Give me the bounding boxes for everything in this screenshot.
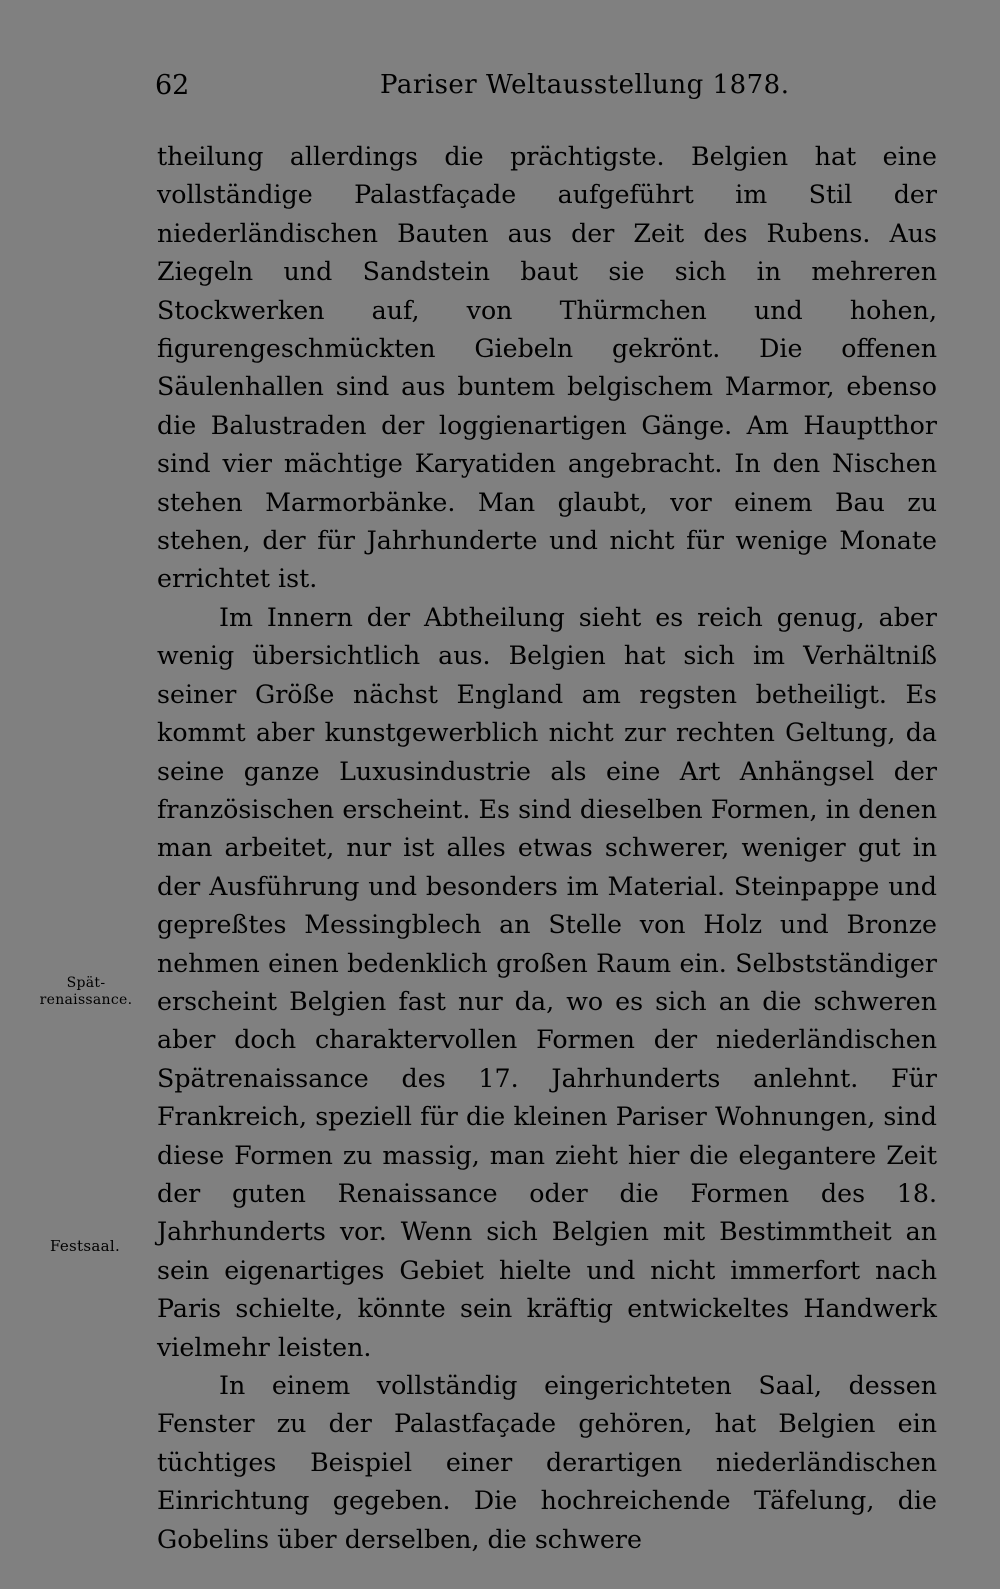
page-header <box>155 70 935 110</box>
paragraph-1: theilung allerdings die prächtigste. Belgien hat eine vollständige Palastfaçade aufgeführt im Stil der niederländischen Bauten aus der Zeit des Rubens. Aus Ziegeln und Sandstein baut sie sich in mehreren Stockwerken auf, von Thürmchen und hohen, figurengeschmückten Giebeln gekrönt. Die offenen Säulenhallen sind aus buntem belgischem Marmor, ebenso die Balustraden der loggienartigen Gänge. Am Hauptthor sind vier mächtige Karyatiden angebracht. In den Nischen stehen Marmorbänke. Man glaubt, vor einem Bau zu stehen, der für Jahrhunderte und nicht für wenige Monate errichtet ist. <box>157 142 937 594</box>
body-text <box>157 138 937 1559</box>
paragraph-2: Im Innern der Abtheilung sieht es reich genug, aber wenig übersichtlich aus. Belgien hat sich im Verhältniß seiner Größe nächst England am regsten betheiligt. Es kommt aber kunstgewerblich nicht zur rechten Geltung, da seine ganze Luxusindustrie als eine Art Anhängsel der französischen erscheint. Es sind dieselben Formen, in denen man arbeitet, nur ist alles etwas schwerer, weniger gut in der Ausführung und besonders im Material. Steinpappe und gepreßtes Messingblech an Stelle von Holz und Bronze nehmen einen bedenklich großen Raum ein. Selbstständiger erscheint Belgien fast nur da, wo es sich an die schweren aber doch charaktervollen Formen der niederländischen Spätrenaissance des 17. Jahrhunderts anlehnt. Für Frankreich, speziell für die kleinen Pariser Wohnungen, sind diese Formen zu massig, man zieht hier die elegantere Zeit der guten Renaissance oder die Formen des 18. Jahrhunderts vor. Wenn sich Belgien mit Bestimmtheit an sein eigenartiges Gebiet hielte und nicht immerfort nach Paris schielte, könnte sein kräftig entwickeltes Handwerk vielmehr leisten. <box>157 602 937 1362</box>
margin-note-festsaal <box>40 1238 130 1255</box>
margin-note-spaetrenaissance <box>30 975 142 1009</box>
page-number: 62 <box>155 70 190 101</box>
margin-note-text: Spät- renaissance. <box>39 975 133 1008</box>
margin-note-text: Festsaal. <box>49 1237 121 1255</box>
paragraph-3: In einem vollständig eingerichteten Saal, dessen Fenster zu der Palastfaçade gehören, hat Belgien ein tüchtiges Beispiel einer derartigen niederländischen Einrichtung gegeben. Die hochreichende Täfelung, die Gobelins über derselben, die schwere <box>157 1371 937 1554</box>
running-title: Pariser Weltausstellung 1878. <box>380 70 790 100</box>
